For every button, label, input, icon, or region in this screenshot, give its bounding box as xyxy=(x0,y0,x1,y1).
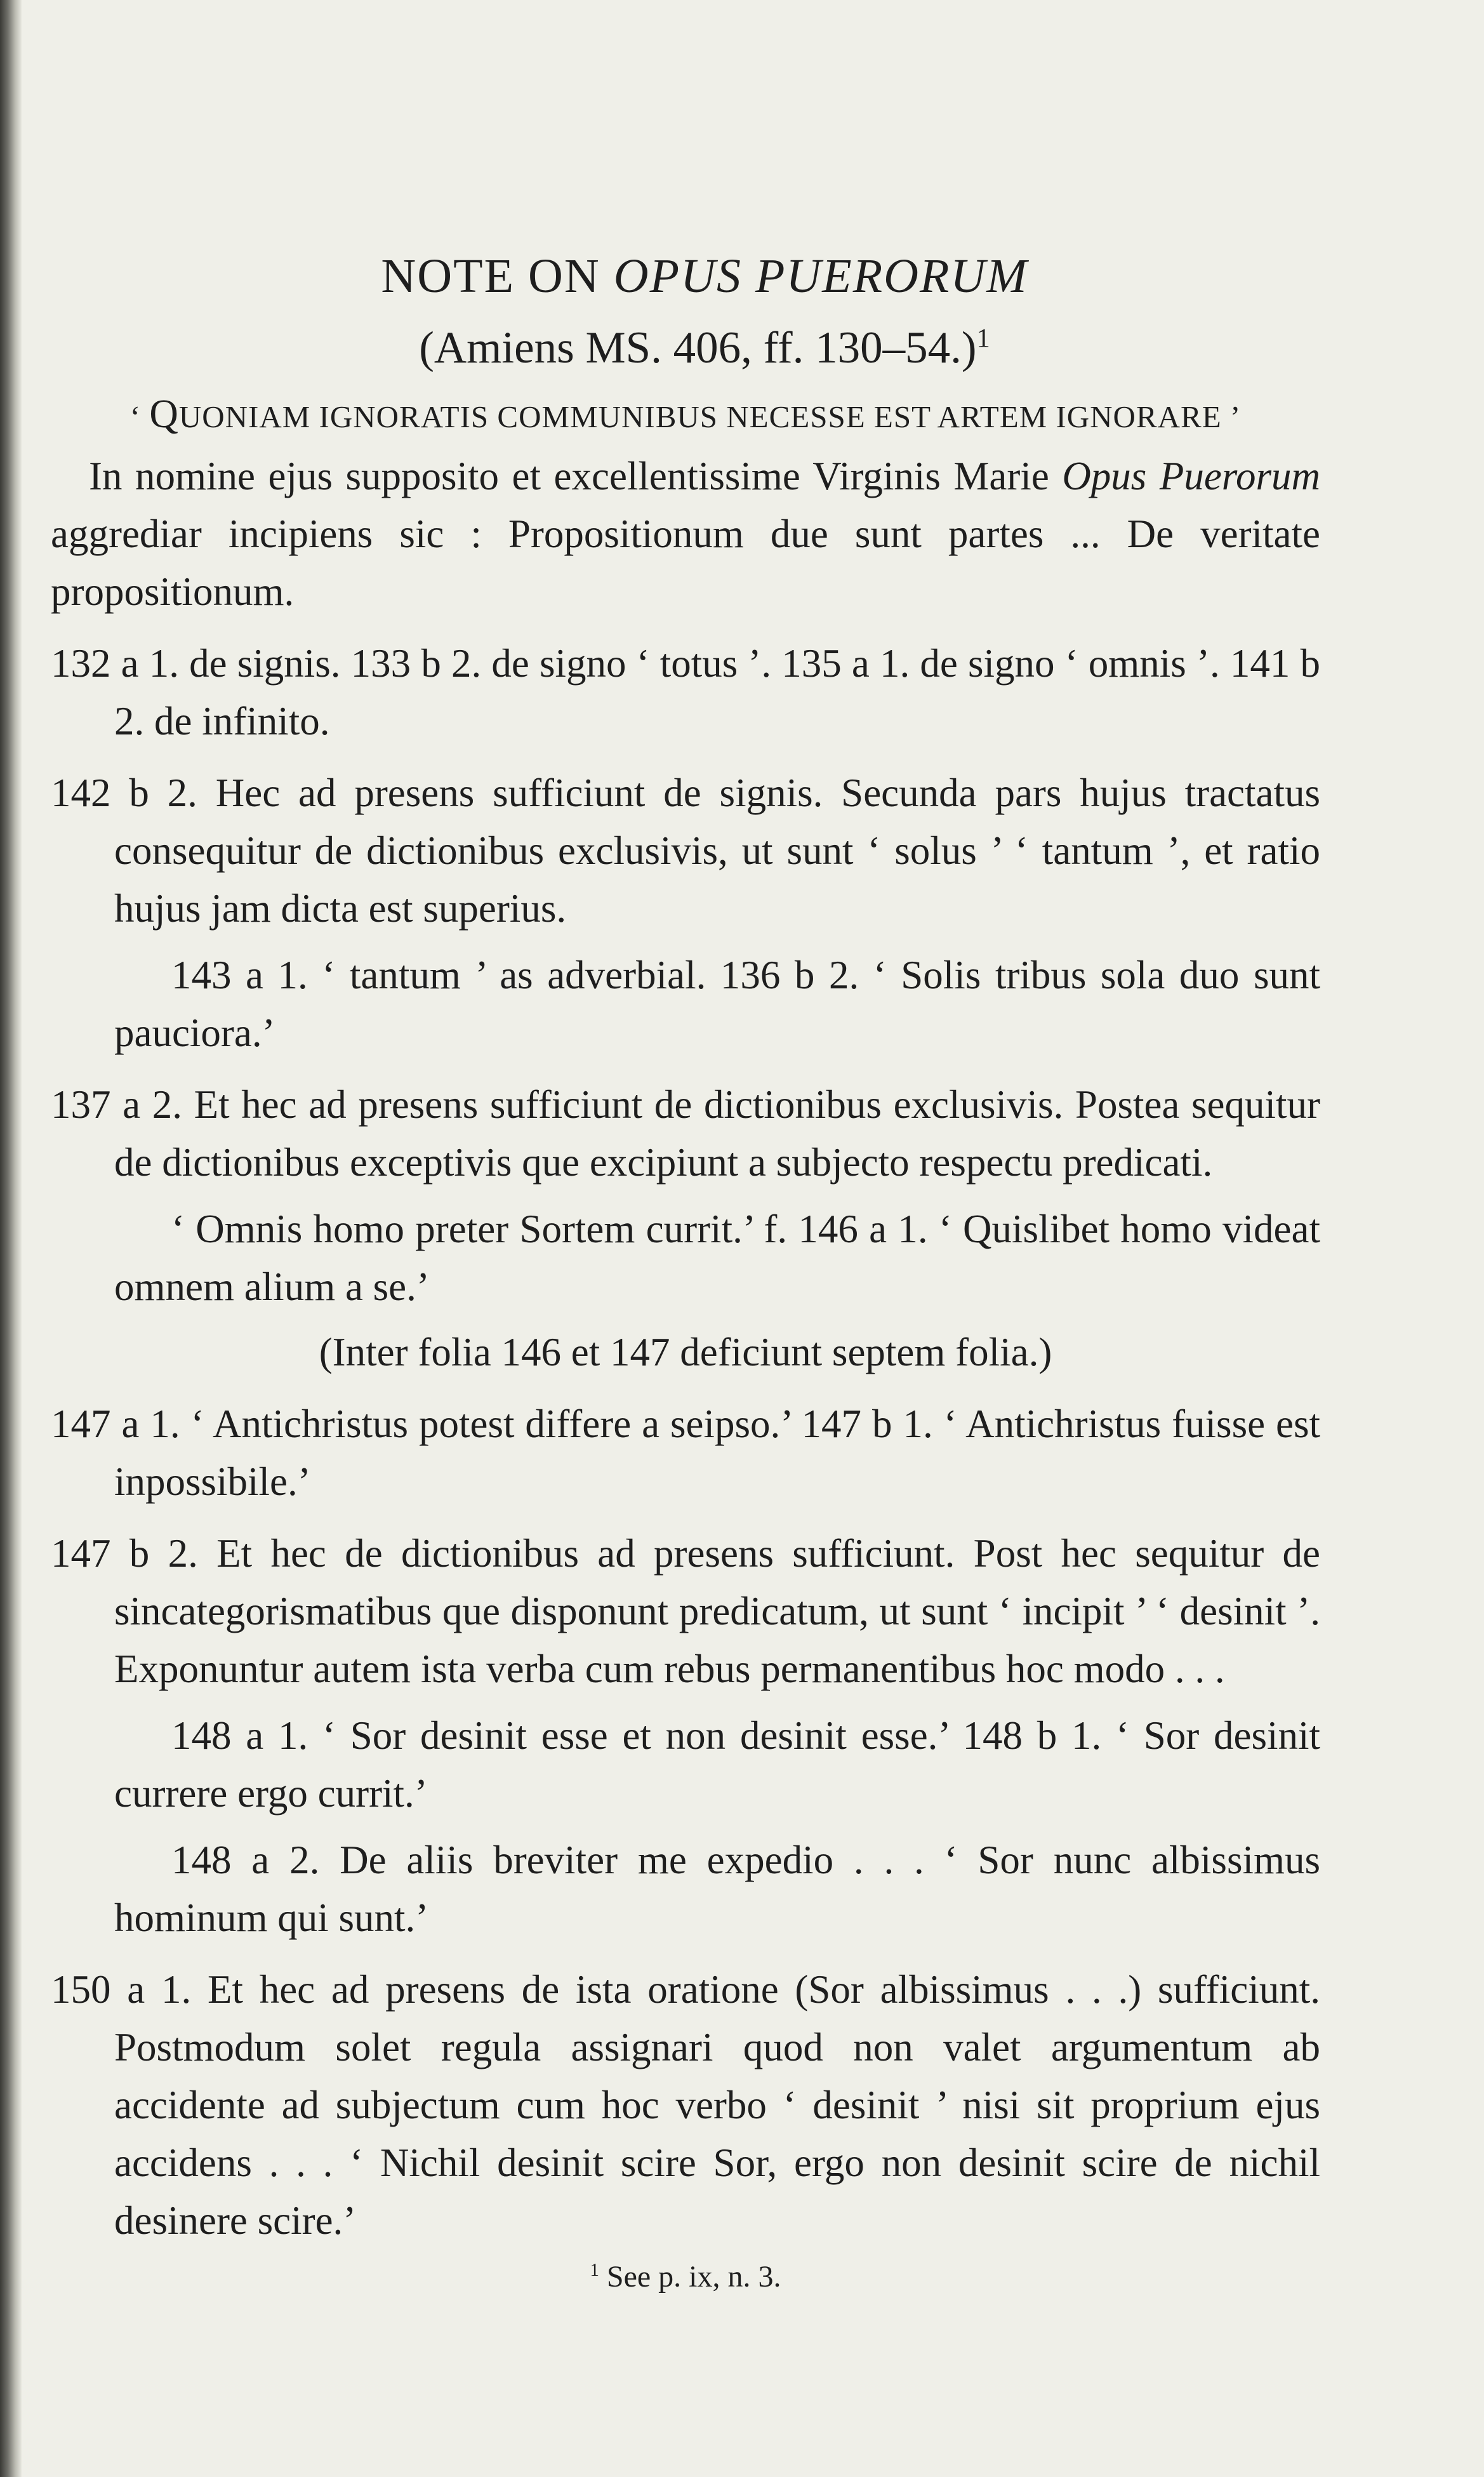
intro-text-2: aggrediar incipiens sic : Propositionum due sunt partes ... De veritate propositionum. xyxy=(51,512,1320,614)
folio-entry: 147 b 2. Et hec de dictionibus ad presens sufficiunt. Post hec sequitur de sincategorismatibus que disponunt predicatum, ut sunt ‘ incipit ’ ‘ desinit ’. Exponuntur autem ista verba cum rebus permanentibus hoc modo . . . xyxy=(51,1531,1320,1691)
open-quote: ‘ xyxy=(129,399,150,434)
folio-subentry: ‘ Omnis homo preter Sortem currit.’ f. 146 a 1. ‘ Quislibet homo videat omnem alium a se.’ xyxy=(114,1207,1320,1309)
folio-entry: 142 b 2. Hec ad presens sufficiunt de signis. Secunda pars hujus tractatus consequitur de dictionibus exclusivis, ut sunt ‘ solus ’ ‘ tantum ’, et ratio hujus jam dicta est superius. xyxy=(51,771,1320,931)
folio-subentry: 148 a 2. De aliis breviter me expedio . . . ‘ Sor nunc albissimus hominum qui sunt.’ xyxy=(114,1838,1320,1940)
folio-entry: 150 a 1. Et hec ad presens de ista oratione (Sor albissimus . . .) sufficiunt. Postmodum solet regula assignari quod non valet argumentum ab accidente ad subjectum cum hoc verbo ‘ desinit ’ nisi sit proprium ejus accidens . . . ‘ Nichil desinit scire Sor, ergo non desinit scire de nichil desinere scire.’ xyxy=(51,1967,1320,2243)
intro-italic: Opus Puerorum xyxy=(1062,454,1320,498)
page-title xyxy=(89,241,1320,311)
footnote-text: See p. ix, n. 3. xyxy=(599,2260,781,2294)
heading-text: UONIAM IGNORATIS COMMUNIBUS NECESSE EST ARTEM IGNORARE xyxy=(178,399,1222,434)
intro-paragraph xyxy=(51,448,1320,621)
book-page xyxy=(51,241,1320,2299)
subtitle-text: (Amiens MS. 406, ff. 130–54.) xyxy=(419,323,977,373)
intro-text-1: In nomine ejus supposito et excellentissime Virginis Marie xyxy=(89,454,1063,498)
footnote-marker: 1 xyxy=(976,323,990,354)
folio-entry: 137 a 2. Et hec ad presens sufficiunt de dictionibus exclusivis. Postea sequitur de dictionibus exceptivis que excipiunt a subjecto respectu predicati. xyxy=(51,1082,1320,1185)
footnote-number: 1 xyxy=(590,2260,599,2280)
incipit-heading xyxy=(51,387,1320,444)
manuscript-reference xyxy=(89,315,1320,381)
footnote xyxy=(51,2255,1320,2299)
folio-entry: 132 a 1. de signis. 133 b 2. de signo ‘ totus ’. 135 a 1. de signo ‘ omnis ’. 141 b 2. de infinito. xyxy=(51,641,1320,743)
folio-entry: 147 a 1. ‘ Antichristus potest differe a seipso.’ 147 b 1. ‘ Antichristus fuisse est inpossibile.’ xyxy=(51,1402,1320,1504)
title-roman: NOTE ON xyxy=(381,249,614,303)
page-binding-shadow xyxy=(0,0,22,2477)
lacuna-note: (Inter folia 146 et 147 deficiunt septem folia.) xyxy=(319,1330,1052,1374)
title-italic: OPUS PUERORUM xyxy=(613,249,1028,303)
close-quote: ’ xyxy=(1221,399,1242,434)
folio-subentry: 148 a 1. ‘ Sor desinit esse et non desinit esse.’ 148 b 1. ‘ Sor desinit currere ergo currit.’ xyxy=(114,1713,1320,1816)
initial-letter: Q xyxy=(149,392,179,436)
folio-subentry: 143 a 1. ‘ tantum ’ as adverbial. 136 b 2. ‘ Solis tribus sola duo sunt pauciora.’ xyxy=(114,953,1320,1055)
